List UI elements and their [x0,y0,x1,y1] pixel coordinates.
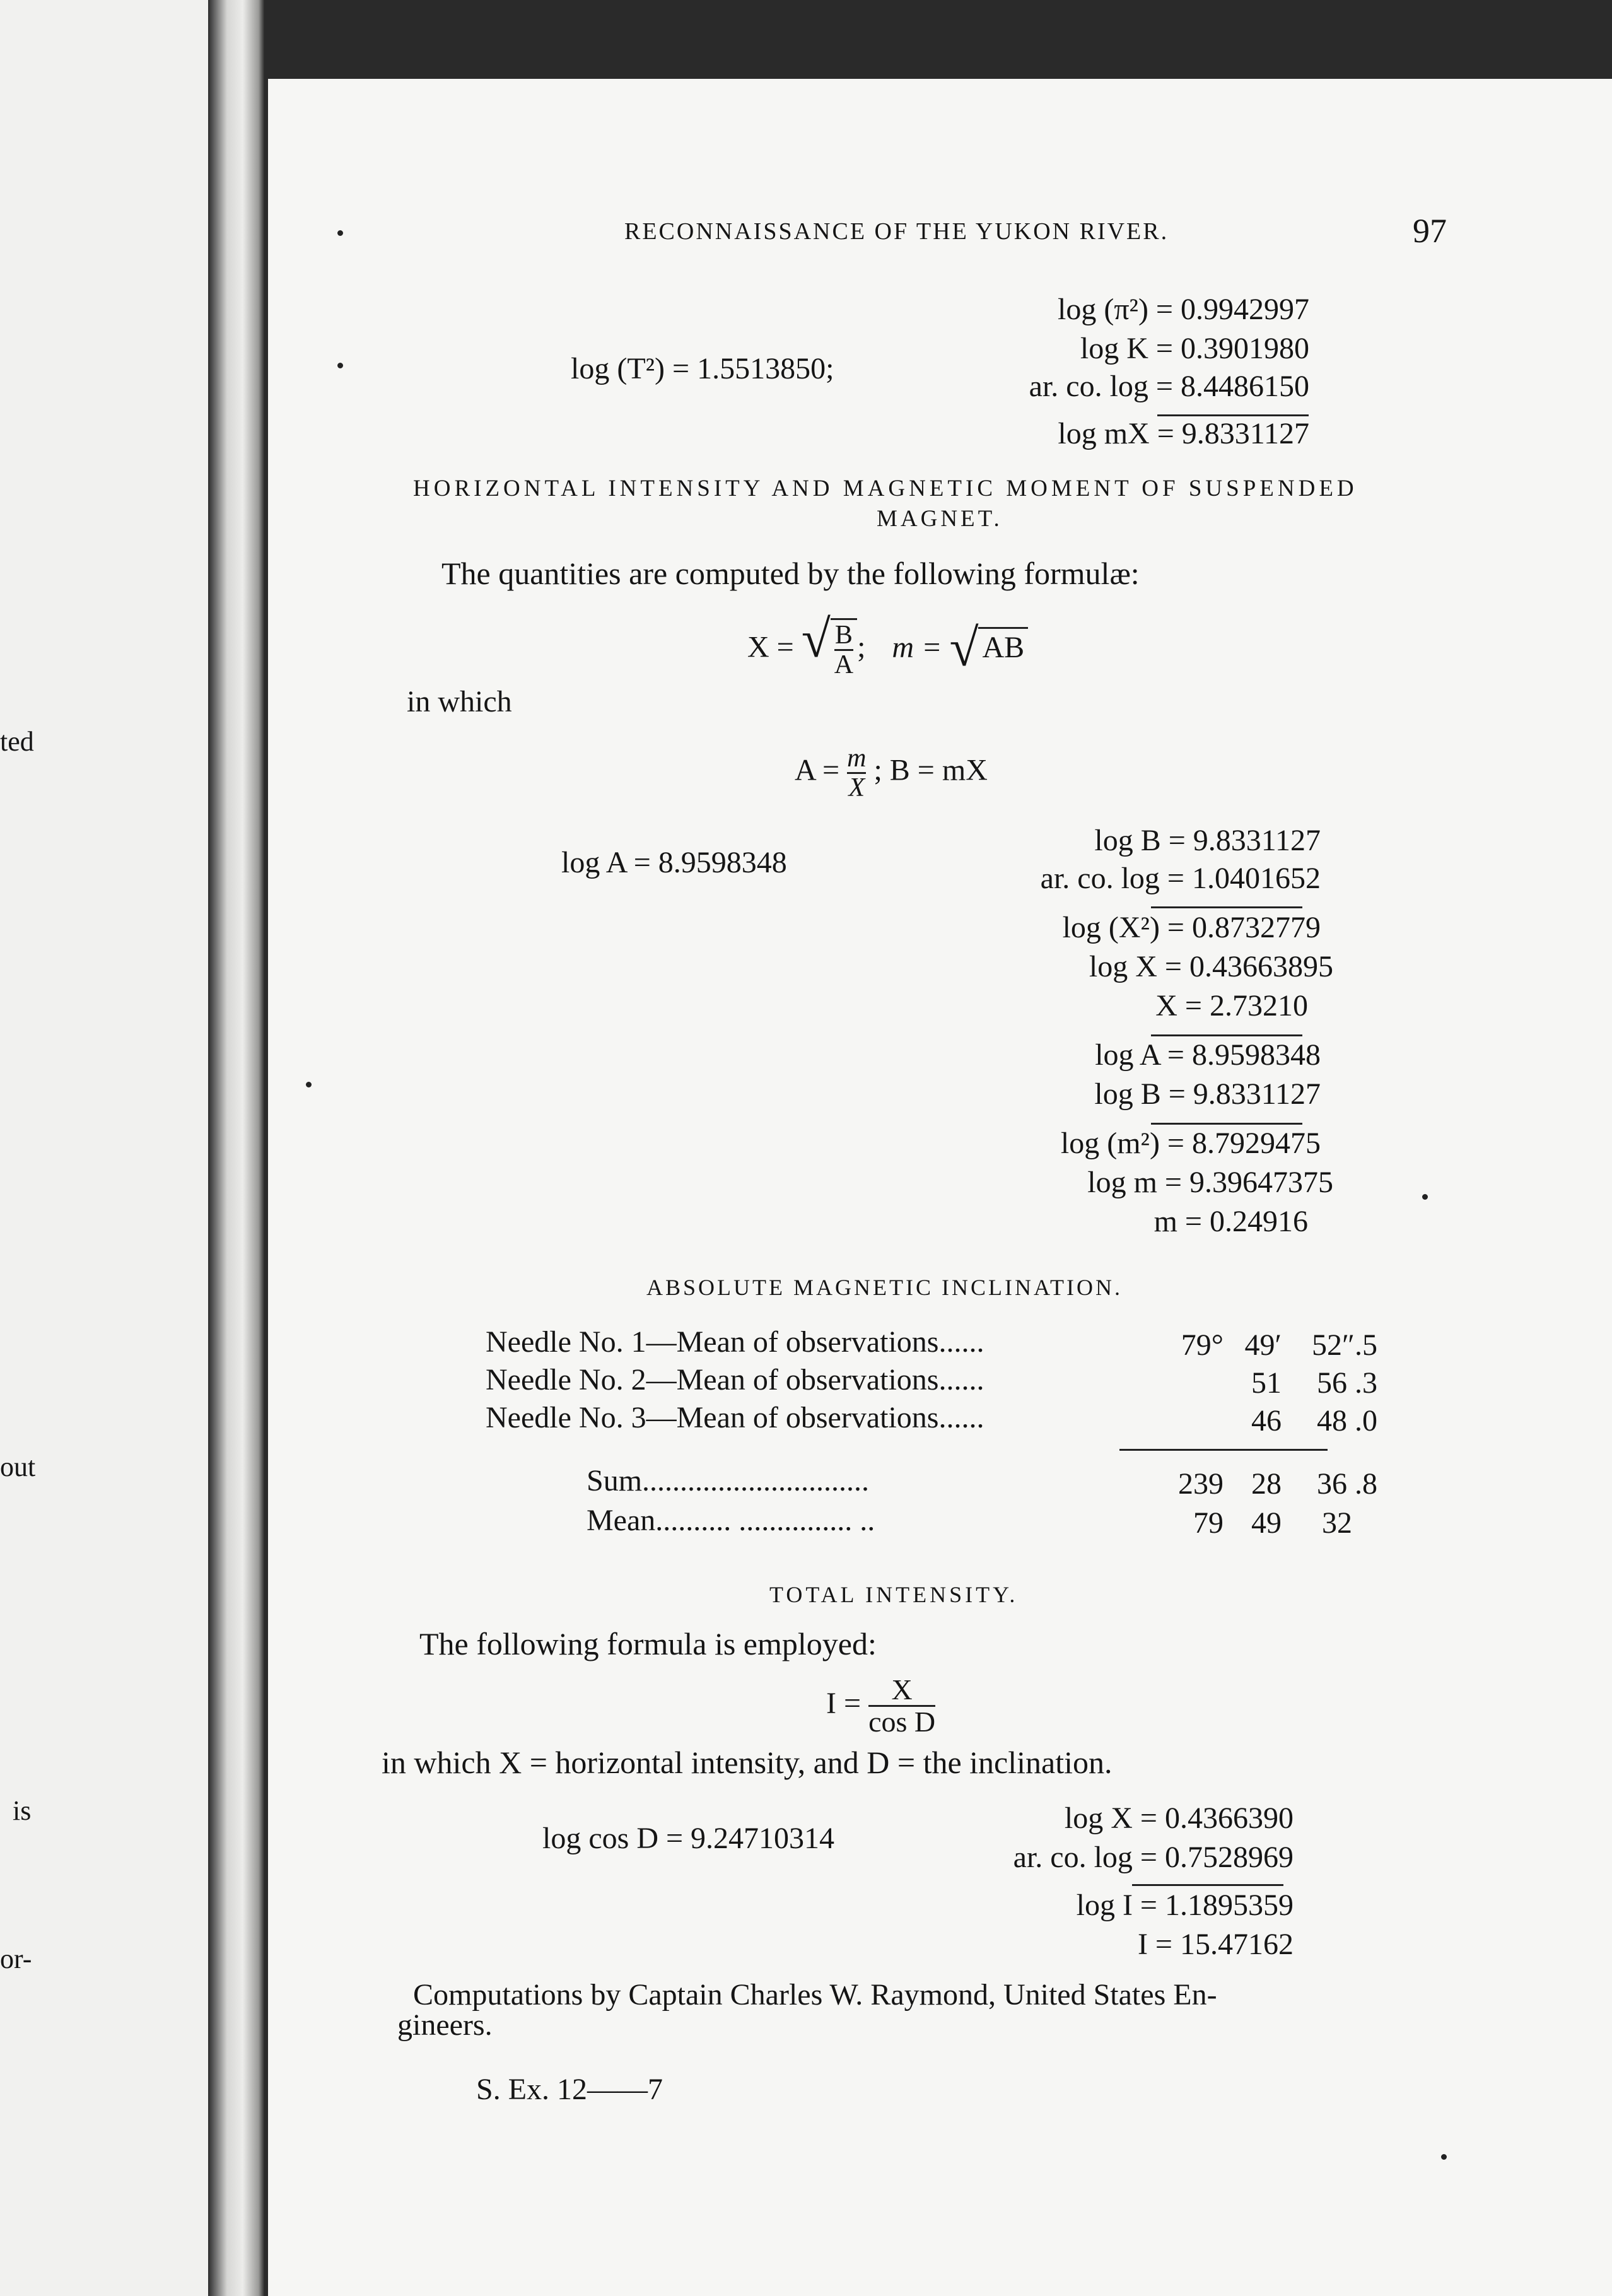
log-value: 0.7528969 [1165,1841,1294,1874]
facing-page [0,0,208,2296]
formula-intro: The following formula is employed: [419,1626,877,1661]
seconds: 36 .8 [1317,1467,1377,1501]
facing-page-fragment: is [13,1795,32,1826]
degrees: 79° [1181,1328,1224,1362]
log-value: 1.1895359 [1165,1889,1294,1922]
minutes: 46 [1251,1404,1282,1438]
log-value: 9.8331127 [1193,1077,1321,1111]
log-row [1065,1801,1294,1836]
log-row [1138,1927,1294,1962]
inclination-sum-label: Sum.............................. [587,1464,870,1497]
equation-log-a: log A = 8.9598348 [561,846,787,879]
sum-rule [1132,1884,1283,1886]
seconds: 52″.5 [1312,1328,1377,1362]
log-label: log I = [1076,1889,1157,1922]
radicand: AB [978,627,1028,665]
log-row [1094,823,1321,858]
ink-speck [337,230,343,236]
log-value: 0.9942997 [1181,293,1309,326]
log-label: log (m²) = [1060,1127,1184,1160]
log-value: 0.3901980 [1181,332,1309,365]
sum-rule [1119,1449,1328,1451]
inclination-values [1148,1506,1451,1540]
section-heading: TOTAL INTENSITY. [769,1582,1019,1607]
ink-speck [337,363,343,368]
log-value: 9.39647375 [1189,1166,1333,1199]
log-label: log A = [1095,1038,1184,1072]
inclination-values [1148,1366,1451,1400]
log-row [1041,861,1321,896]
log-label: log X = [1064,1801,1157,1835]
square-root: √ $\frac{B}{A}$ [802,618,857,679]
log-label: log B = [1094,824,1186,857]
fraction-numerator: B [834,621,853,650]
ink-speck [306,1082,312,1087]
book-page [268,79,1612,2296]
equation-log-cos-d: log cos D = 9.24710314 [542,1822,835,1855]
log-label: ar. co. log = [1040,862,1184,895]
inclination-values [1148,1467,1451,1501]
formula-intro: The quantities are computed by the following formulæ: [441,556,1140,591]
ink-speck [1422,1194,1428,1200]
formula-lhs: I = [826,1686,861,1720]
section-heading-continued: MAGNET. [877,506,1003,532]
log-label: ar. co. log = [1029,370,1173,403]
formula-rest: ; B = mX [873,753,988,787]
fraction-denominator: X [847,772,866,802]
formula-separator: ; [857,630,866,664]
log-value: 0.4366390 [1165,1801,1294,1835]
formula-i [826,1675,935,1738]
log-row [1087,1165,1333,1200]
log-label: log B = [1094,1077,1186,1111]
facing-page-fragment: or- [0,1943,32,1974]
degrees: 79 [1193,1506,1224,1540]
running-title: RECONNAISSANCE OF THE YUKON RIVER. [624,218,1169,245]
square-root: √ AB [949,627,1028,665]
log-row [1080,331,1309,366]
sum-rule [1151,906,1302,908]
equation-log-t2: log (T²) = 1.5513850; [571,352,834,385]
signature-mark: S. Ex. 12——7 [476,2073,663,2106]
inclination-mean-label: Mean.......... ............... .. [587,1504,875,1537]
log-label: log (π²) = [1058,293,1173,326]
credit-line-continued: gineers. [397,2008,493,2042]
minutes: 49′ [1244,1328,1282,1362]
fraction-denominator: A [834,650,854,680]
log-label: ar. co. log = [1013,1841,1157,1874]
section-heading: ABSOLUTE MAGNETIC INCLINATION. [646,1275,1123,1300]
log-value: 15.47162 [1180,1928,1294,1961]
in-which: in which [407,685,512,718]
log-row [1061,1126,1321,1161]
minutes: 28 [1251,1467,1282,1501]
minutes: 49 [1251,1506,1282,1540]
log-value: 8.9598348 [1192,1038,1321,1072]
seconds: 48 .0 [1317,1404,1377,1438]
page-number: 97 [1413,212,1447,250]
log-label: log K = [1080,332,1173,365]
facing-page-fragment: out [0,1451,36,1482]
ink-speck [1441,2154,1447,2160]
log-row [1155,988,1308,1023]
sum-rule [1151,1034,1302,1036]
inclination-label: Needle No. 2—Mean of observations...... [486,1363,984,1397]
log-value: 1.0401652 [1192,862,1321,895]
log-row [1089,949,1333,984]
log-label: log mX = [1058,417,1174,450]
fraction-numerator: m [847,744,867,773]
log-value: 0.24916 [1210,1205,1308,1238]
log-value: 0.43663895 [1189,950,1333,983]
seconds: 56 .3 [1317,1366,1377,1400]
log-value: 8.4486150 [1181,370,1309,403]
formula-lhs: X = [747,630,794,664]
log-value: 0.8732779 [1192,911,1321,944]
log-label: X = [1155,989,1202,1022]
log-value: 8.7929475 [1192,1127,1321,1160]
log-row [1029,369,1309,404]
log-label: I = [1137,1928,1172,1961]
section-heading: HORIZONTAL INTENSITY AND MAGNETIC MOMENT OF SUSPENDED [413,476,1358,501]
fraction-numerator: X [891,1673,913,1706]
inclination-values [1148,1328,1451,1362]
log-label: log m = [1087,1166,1182,1199]
log-row [1154,1204,1308,1239]
log-row [1077,1888,1294,1923]
log-label: log (X²) = [1062,911,1184,944]
formula-m-lhs: m = [892,630,942,664]
log-row [1058,292,1309,327]
degrees: 239 [1178,1467,1224,1501]
credit-line: Computations by Captain Charles W. Raymond, United States En- [413,1978,1217,2012]
log-row [1095,1038,1321,1072]
definition-line: in which X = horizontal intensity, and D = the inclination. [382,1745,1113,1780]
formula-x-m [747,610,1028,680]
sum-rule [1151,1123,1302,1125]
log-label: log X = [1089,950,1182,983]
log-label: m = [1154,1205,1202,1238]
log-row [1058,416,1309,451]
inclination-label: Needle No. 3—Mean of observations...... [486,1401,984,1434]
inclination-values [1148,1403,1451,1438]
minutes: 51 [1251,1366,1282,1400]
log-value: 9.8331127 [1181,417,1309,450]
fraction-denominator: cos D [868,1706,936,1738]
formula-lhs: A = [795,753,840,787]
log-row [1063,910,1321,945]
log-value: 2.73210 [1210,989,1308,1022]
seconds: 32 [1322,1506,1352,1540]
log-value: 9.8331127 [1193,824,1321,857]
log-row [1013,1840,1294,1875]
facing-page-fragment: ted [0,726,34,757]
book-gutter [208,0,265,2296]
inclination-label: Needle No. 1—Mean of observations...... [486,1325,984,1359]
log-row [1094,1077,1321,1111]
formula-a-b [795,744,988,802]
